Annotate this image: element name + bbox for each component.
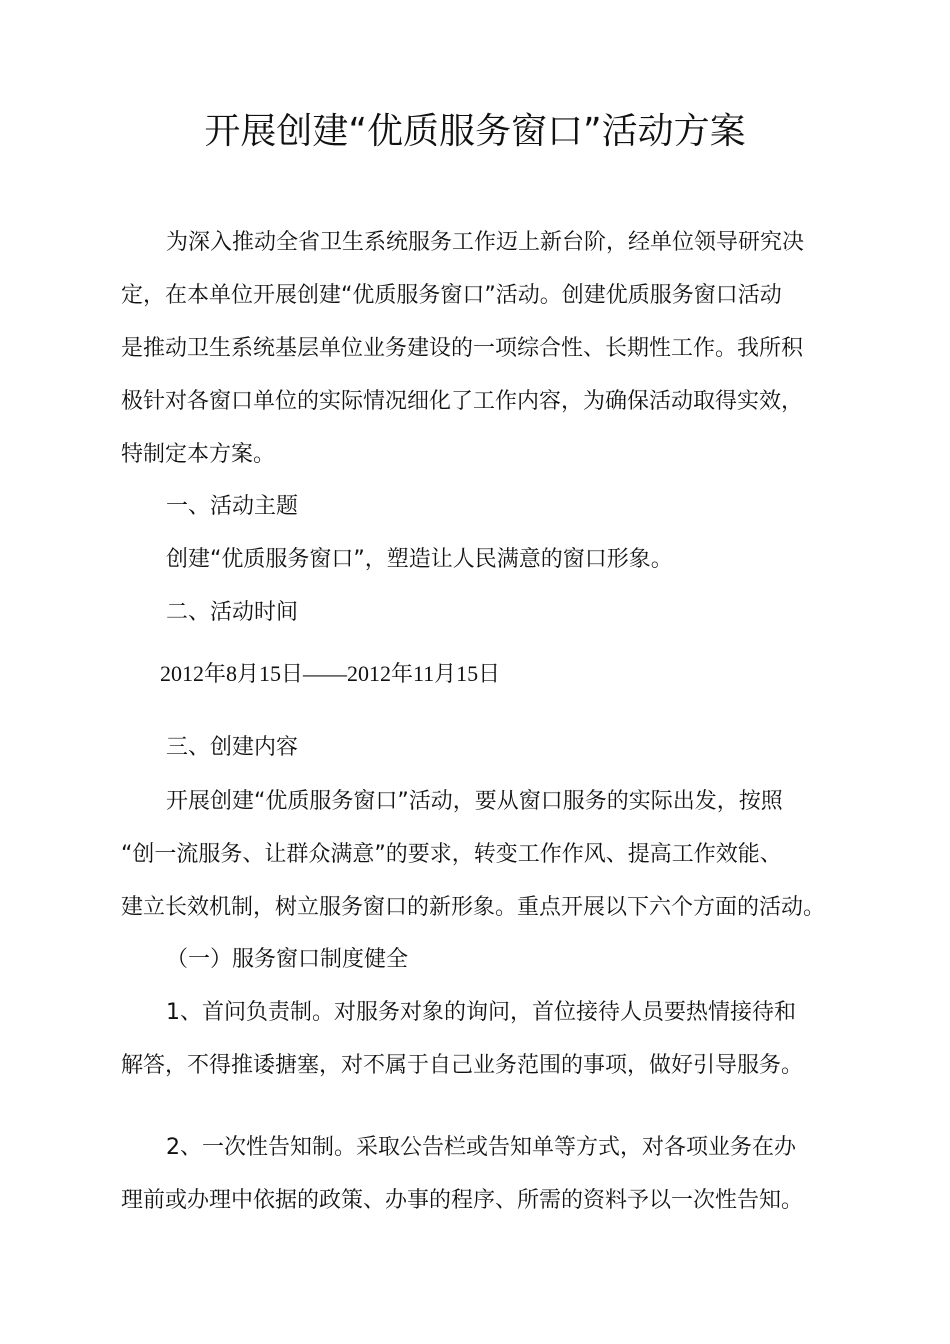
- body-line: 创建“优质服务窗口”，塑造让人民满意的窗口形象。: [166, 547, 673, 572]
- document-title: 开展创建“优质服务窗口”活动方案: [204, 111, 746, 152]
- body-line: 建立长效机制，树立服务窗口的新形象。重点开展以下六个方面的活动。: [121, 895, 826, 920]
- section-heading-theme: 一、活动主题: [166, 494, 299, 519]
- section-heading-content: 三、创建内容: [166, 735, 299, 760]
- body-line: 1、首问负责制。对服务对象的询问，首位接待人员要热情接待和: [166, 1000, 796, 1025]
- body-line: 理前或办理中依据的政策、办事的程序、所需的资料予以一次性告知。: [121, 1188, 804, 1213]
- body-line: 为深入推动全省卫生系统服务工作迈上新台阶，经单位领导研究决: [166, 230, 805, 255]
- body-line: 解答，不得推诿搪塞，对不属于自己业务范围的事项，做好引导服务。: [121, 1053, 804, 1078]
- subsection-heading: （一）服务窗口制度健全: [166, 947, 409, 972]
- body-line: 开展创建“优质服务窗口”活动，要从窗口服务的实际出发，按照: [166, 789, 783, 814]
- body-line: 特制定本方案。: [121, 442, 276, 467]
- body-line: 是推动卫生系统基层单位业务建设的一项综合性、长期性工作。我所积: [121, 336, 804, 361]
- section-heading-time: 二、活动时间: [166, 600, 299, 625]
- body-line: 2、一次性告知制。采取公告栏或告知单等方式，对各项业务在办: [166, 1135, 796, 1160]
- body-line: 定，在本单位开展创建“优质服务窗口”活动。创建优质服务窗口活动: [121, 283, 782, 308]
- body-line: 极针对各窗口单位的实际情况细化了工作内容，为确保活动取得实效，: [121, 389, 804, 414]
- activity-date-range: 2012年8月15日——2012年11月15日: [160, 661, 501, 686]
- body-line: “创一流服务、让群众满意”的要求，转变工作作风、提高工作效能、: [121, 842, 782, 867]
